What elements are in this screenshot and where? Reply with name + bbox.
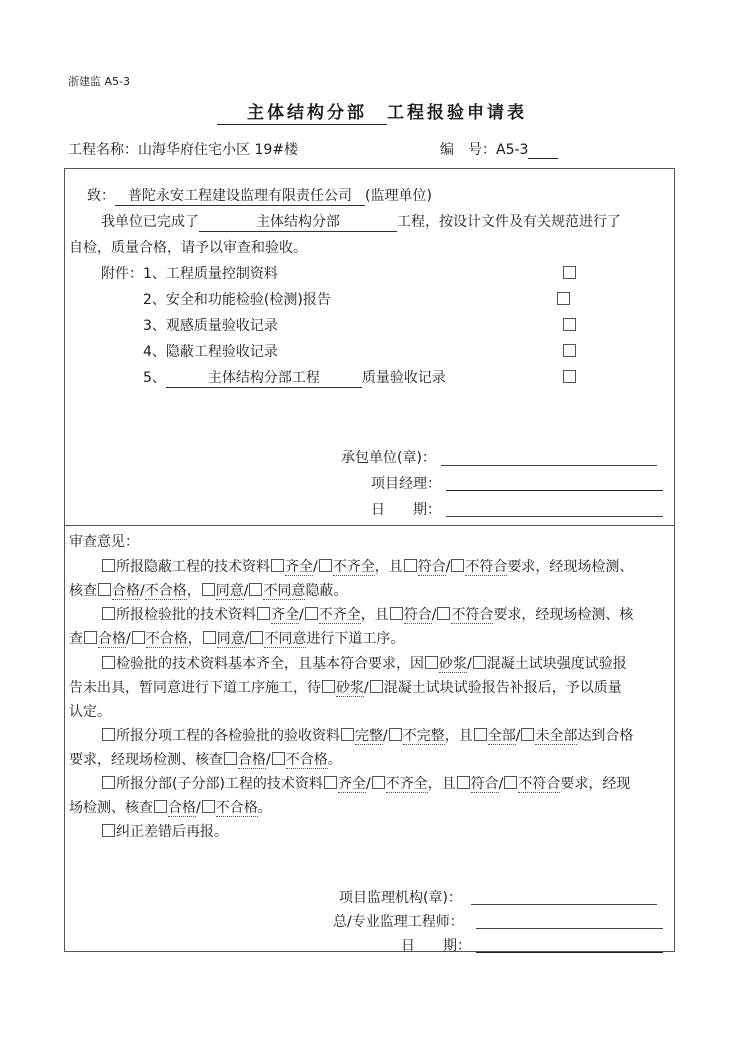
p3-concrete-checkbox[interactable] xyxy=(473,656,486,669)
project-label: 工程名称： xyxy=(68,142,138,158)
slash: / xyxy=(243,583,249,599)
p1-nonconform-checkbox[interactable] xyxy=(451,559,464,572)
project-name-field[interactable]: 山海华府住宅小区 19#楼 xyxy=(138,142,298,158)
p2-fail-checkbox[interactable] xyxy=(132,631,145,644)
page-title xyxy=(0,98,744,123)
to-label: 致： xyxy=(87,188,115,204)
text: 不同意 xyxy=(263,583,306,599)
text: 所报隐蔽工程的技术资料 xyxy=(116,559,270,575)
attachment-3-checkbox[interactable] xyxy=(563,318,576,331)
text: 符合 xyxy=(470,776,499,792)
text: 不齐全 xyxy=(385,776,428,792)
text: 达到合格 xyxy=(577,728,634,744)
contractor-date-field[interactable] xyxy=(446,516,663,517)
chief-engineer-field[interactable] xyxy=(476,928,663,929)
p2-complete-checkbox[interactable] xyxy=(257,607,270,620)
text: 。 xyxy=(327,752,342,768)
text: 要求，经现场检测、 xyxy=(507,559,634,575)
attachments-label: 附件： xyxy=(101,266,143,282)
text: 符合 xyxy=(417,559,446,575)
contractor-seal-label: 承包单位(章)： xyxy=(341,450,436,466)
attachment-text: 观感质量验收记录 xyxy=(165,318,278,334)
text: 要求，经现场检测、核 xyxy=(493,607,634,623)
completion-line xyxy=(101,211,621,232)
slash: / xyxy=(498,776,504,792)
text: 所报分部(子分部)工程的技术资料 xyxy=(116,776,323,792)
review-para-2-line-1 xyxy=(101,604,633,624)
p1-pass-checkbox[interactable] xyxy=(98,583,111,596)
attachment-text: 隐蔽工程验收记录 xyxy=(165,344,278,360)
p1-complete-checkbox[interactable] xyxy=(271,559,284,572)
text: 不同意 xyxy=(264,631,307,647)
slash: / xyxy=(364,680,369,696)
text: 核查 xyxy=(69,583,97,599)
contractor-seal-field[interactable] xyxy=(441,465,657,466)
review-para-2-line-2 xyxy=(69,628,404,648)
slash: / xyxy=(244,631,250,647)
supervision-seal-field[interactable] xyxy=(471,904,657,905)
slash: / xyxy=(467,656,472,672)
text: ，且 xyxy=(444,728,473,744)
text: 不合格 xyxy=(285,752,328,768)
number-label: 编 号： xyxy=(440,142,496,158)
p4-pass-checkbox[interactable] xyxy=(224,752,237,765)
text: 混凝土试块强度试验报 xyxy=(486,656,627,672)
completion-suffix: 工程，按设计文件及有关规范进行了 xyxy=(397,214,621,230)
p4-incomplete-checkbox[interactable] xyxy=(389,728,402,741)
review-para-5-line-2 xyxy=(69,797,272,817)
review-para-3-line-1 xyxy=(101,653,627,673)
project-part-field[interactable]: 主体结构分部 xyxy=(199,214,397,232)
text: 齐全 xyxy=(271,607,299,623)
text: 齐全 xyxy=(285,559,313,575)
attachment-item xyxy=(143,289,331,309)
p3-checkbox[interactable] xyxy=(102,656,115,669)
review-para-4-line-2 xyxy=(69,749,342,769)
text: 查 xyxy=(69,631,83,647)
text: 不齐全 xyxy=(318,607,361,623)
slash: / xyxy=(313,559,318,575)
text: ， xyxy=(186,583,201,599)
text: 场检测、核查 xyxy=(69,800,153,816)
text: 不符合 xyxy=(465,559,508,575)
text: 合格 xyxy=(98,631,126,647)
attachment-num: 2、 xyxy=(143,292,166,308)
text: 隐蔽。 xyxy=(305,583,348,599)
attachment-1-checkbox[interactable] xyxy=(563,266,576,279)
p1-incomplete-checkbox[interactable] xyxy=(319,559,332,572)
review-para-6 xyxy=(101,821,228,841)
p5-incomplete-checkbox[interactable] xyxy=(372,776,385,789)
project-manager-label: 项目经理： xyxy=(371,476,441,492)
p1-disagree-checkbox[interactable] xyxy=(249,583,262,596)
attachment-num: 5、 xyxy=(143,370,166,386)
text: 混凝土试块试验报告补报后，予以质量 xyxy=(383,680,622,696)
text: 纠正差错后再报。 xyxy=(116,824,228,840)
slash: / xyxy=(126,631,131,647)
review-date-field[interactable] xyxy=(476,952,663,953)
contractor-date-label: 日 期： xyxy=(371,502,441,518)
text: 检验批的技术资料基本齐全，且基本符合要求，因 xyxy=(116,656,424,672)
text: 符合 xyxy=(403,607,432,623)
completion-prefix: 我单位已完成了 xyxy=(101,214,199,230)
p5-complete-checkbox[interactable] xyxy=(324,776,337,789)
slash: / xyxy=(365,776,371,792)
p3-mortar-2-checkbox[interactable] xyxy=(322,680,335,693)
project-name-row xyxy=(68,139,298,159)
text: 完整 xyxy=(355,728,383,744)
slash: / xyxy=(299,607,304,623)
p4-all-checkbox[interactable] xyxy=(474,728,487,741)
text: 不合格 xyxy=(144,583,187,599)
text: 合格 xyxy=(112,583,140,599)
review-para-4-line-1 xyxy=(101,725,633,745)
p2-incomplete-checkbox[interactable] xyxy=(305,607,318,620)
text: 齐全 xyxy=(337,776,366,792)
attachment-5-field[interactable]: 主体结构分部工程 xyxy=(166,370,362,388)
slash: / xyxy=(383,728,388,744)
review-para-1-line-2 xyxy=(69,580,347,600)
section-divider xyxy=(65,525,674,526)
text: 不符合 xyxy=(451,607,494,623)
slash: / xyxy=(431,607,437,623)
text: 不合格 xyxy=(215,800,258,816)
chief-engineer-label: 总/专业监理工程师： xyxy=(333,914,464,930)
p4-fail-checkbox[interactable] xyxy=(272,752,285,765)
text: 同意 xyxy=(215,583,244,599)
attachment-num: 1、 xyxy=(143,266,166,282)
title-fill[interactable]: 主体结构分部 xyxy=(217,103,387,125)
p2-checkbox[interactable] xyxy=(102,607,115,620)
text: 。 xyxy=(257,800,272,816)
text: 同意 xyxy=(216,631,245,647)
p2-conform-checkbox[interactable] xyxy=(390,607,403,620)
slash: / xyxy=(515,728,521,744)
review-para-3-line-3: 认定。 xyxy=(69,704,111,720)
review-para-1-line-1 xyxy=(101,556,633,576)
attachment-item xyxy=(143,341,278,361)
supervision-seal-label: 项目监理机构(章)： xyxy=(339,890,462,906)
review-para-5-line-1 xyxy=(101,773,630,793)
slash: / xyxy=(196,800,201,816)
attachment-item xyxy=(143,263,278,283)
text: ，且 xyxy=(360,607,389,623)
p4-checkbox[interactable] xyxy=(102,728,115,741)
p2-nonconform-checkbox[interactable] xyxy=(437,607,450,620)
completion-line-2: 自检，质量合格，请予以审查和验收。 xyxy=(69,240,307,256)
attachment-num: 3、 xyxy=(143,318,166,334)
p5-conform-checkbox[interactable] xyxy=(457,776,470,789)
slash: / xyxy=(266,752,271,768)
attachment-item xyxy=(143,315,278,335)
slash: / xyxy=(445,559,451,575)
p1-checkbox[interactable] xyxy=(102,559,115,572)
p5-fail-checkbox[interactable] xyxy=(202,800,215,813)
supervisor-suffix: (监理单位) xyxy=(365,188,432,204)
p4-complete-checkbox[interactable] xyxy=(341,728,354,741)
text: 不合格 xyxy=(145,631,188,647)
text: 合格 xyxy=(168,800,196,816)
attachment-2-checkbox[interactable] xyxy=(557,292,570,305)
project-manager-field[interactable] xyxy=(446,490,663,491)
form-box xyxy=(64,168,675,952)
text: ，且 xyxy=(427,776,456,792)
review-date-label: 日 期： xyxy=(401,938,471,954)
p5-nonconform-checkbox[interactable] xyxy=(504,776,517,789)
p6-checkbox[interactable] xyxy=(102,824,115,837)
text: 砂浆 xyxy=(439,656,467,672)
p5-checkbox[interactable] xyxy=(102,776,115,789)
attachment-item xyxy=(143,367,446,388)
text: 所报分项工程的各检验批的验收资料 xyxy=(116,728,340,744)
text: 进行下道工序。 xyxy=(306,631,405,647)
attachment-num: 4、 xyxy=(143,344,166,360)
review-label: 审查意见： xyxy=(69,534,139,550)
attachment-5-checkbox[interactable] xyxy=(563,370,576,383)
p2-agree-checkbox[interactable] xyxy=(203,631,216,644)
text: 要求，经现 xyxy=(560,776,631,792)
text: 未全部 xyxy=(535,728,578,744)
text: 砂浆 xyxy=(336,680,364,696)
slash: / xyxy=(140,583,145,599)
p3-mortar-checkbox[interactable] xyxy=(425,656,438,669)
p3-concrete-2-checkbox[interactable] xyxy=(370,680,383,693)
text: 要求，经现场检测、核查 xyxy=(69,752,223,768)
p4-not-all-checkbox[interactable] xyxy=(521,728,534,741)
p2-disagree-checkbox[interactable] xyxy=(250,631,263,644)
text: ，且 xyxy=(374,559,403,575)
text: ， xyxy=(187,631,202,647)
to-row xyxy=(87,185,432,206)
attachment-text: 质量验收记录 xyxy=(361,370,446,386)
p1-conform-checkbox[interactable] xyxy=(404,559,417,572)
text: 不齐全 xyxy=(332,559,375,575)
text: 告未出具，暂同意进行下道工序施工，待 xyxy=(69,680,321,696)
text: 全部 xyxy=(487,728,516,744)
p5-pass-checkbox[interactable] xyxy=(154,800,167,813)
text: 所报检验批的技术资料 xyxy=(116,607,256,623)
text: 不完整 xyxy=(402,728,445,744)
review-para-3-line-2 xyxy=(69,677,622,697)
number-underline xyxy=(528,144,558,159)
form-code: 浙建监 A5-3 xyxy=(68,75,130,88)
number-row xyxy=(440,139,558,159)
box-bottom-border xyxy=(64,951,675,952)
p2-pass-checkbox[interactable] xyxy=(84,631,97,644)
text: 合格 xyxy=(238,752,266,768)
attachment-4-checkbox[interactable] xyxy=(563,344,576,357)
attachment-text: 安全和功能检验(检测)报告 xyxy=(165,292,331,308)
number-field[interactable]: A5-3 xyxy=(496,142,529,158)
attachment-text: 工程质量控制资料 xyxy=(165,266,278,282)
title-suffix: 工程报验申请表 xyxy=(387,103,527,123)
text: 不符合 xyxy=(518,776,561,792)
p1-agree-checkbox[interactable] xyxy=(202,583,215,596)
supervisor-field[interactable]: 普陀永安工程建设监理有限责任公司 xyxy=(115,188,365,206)
